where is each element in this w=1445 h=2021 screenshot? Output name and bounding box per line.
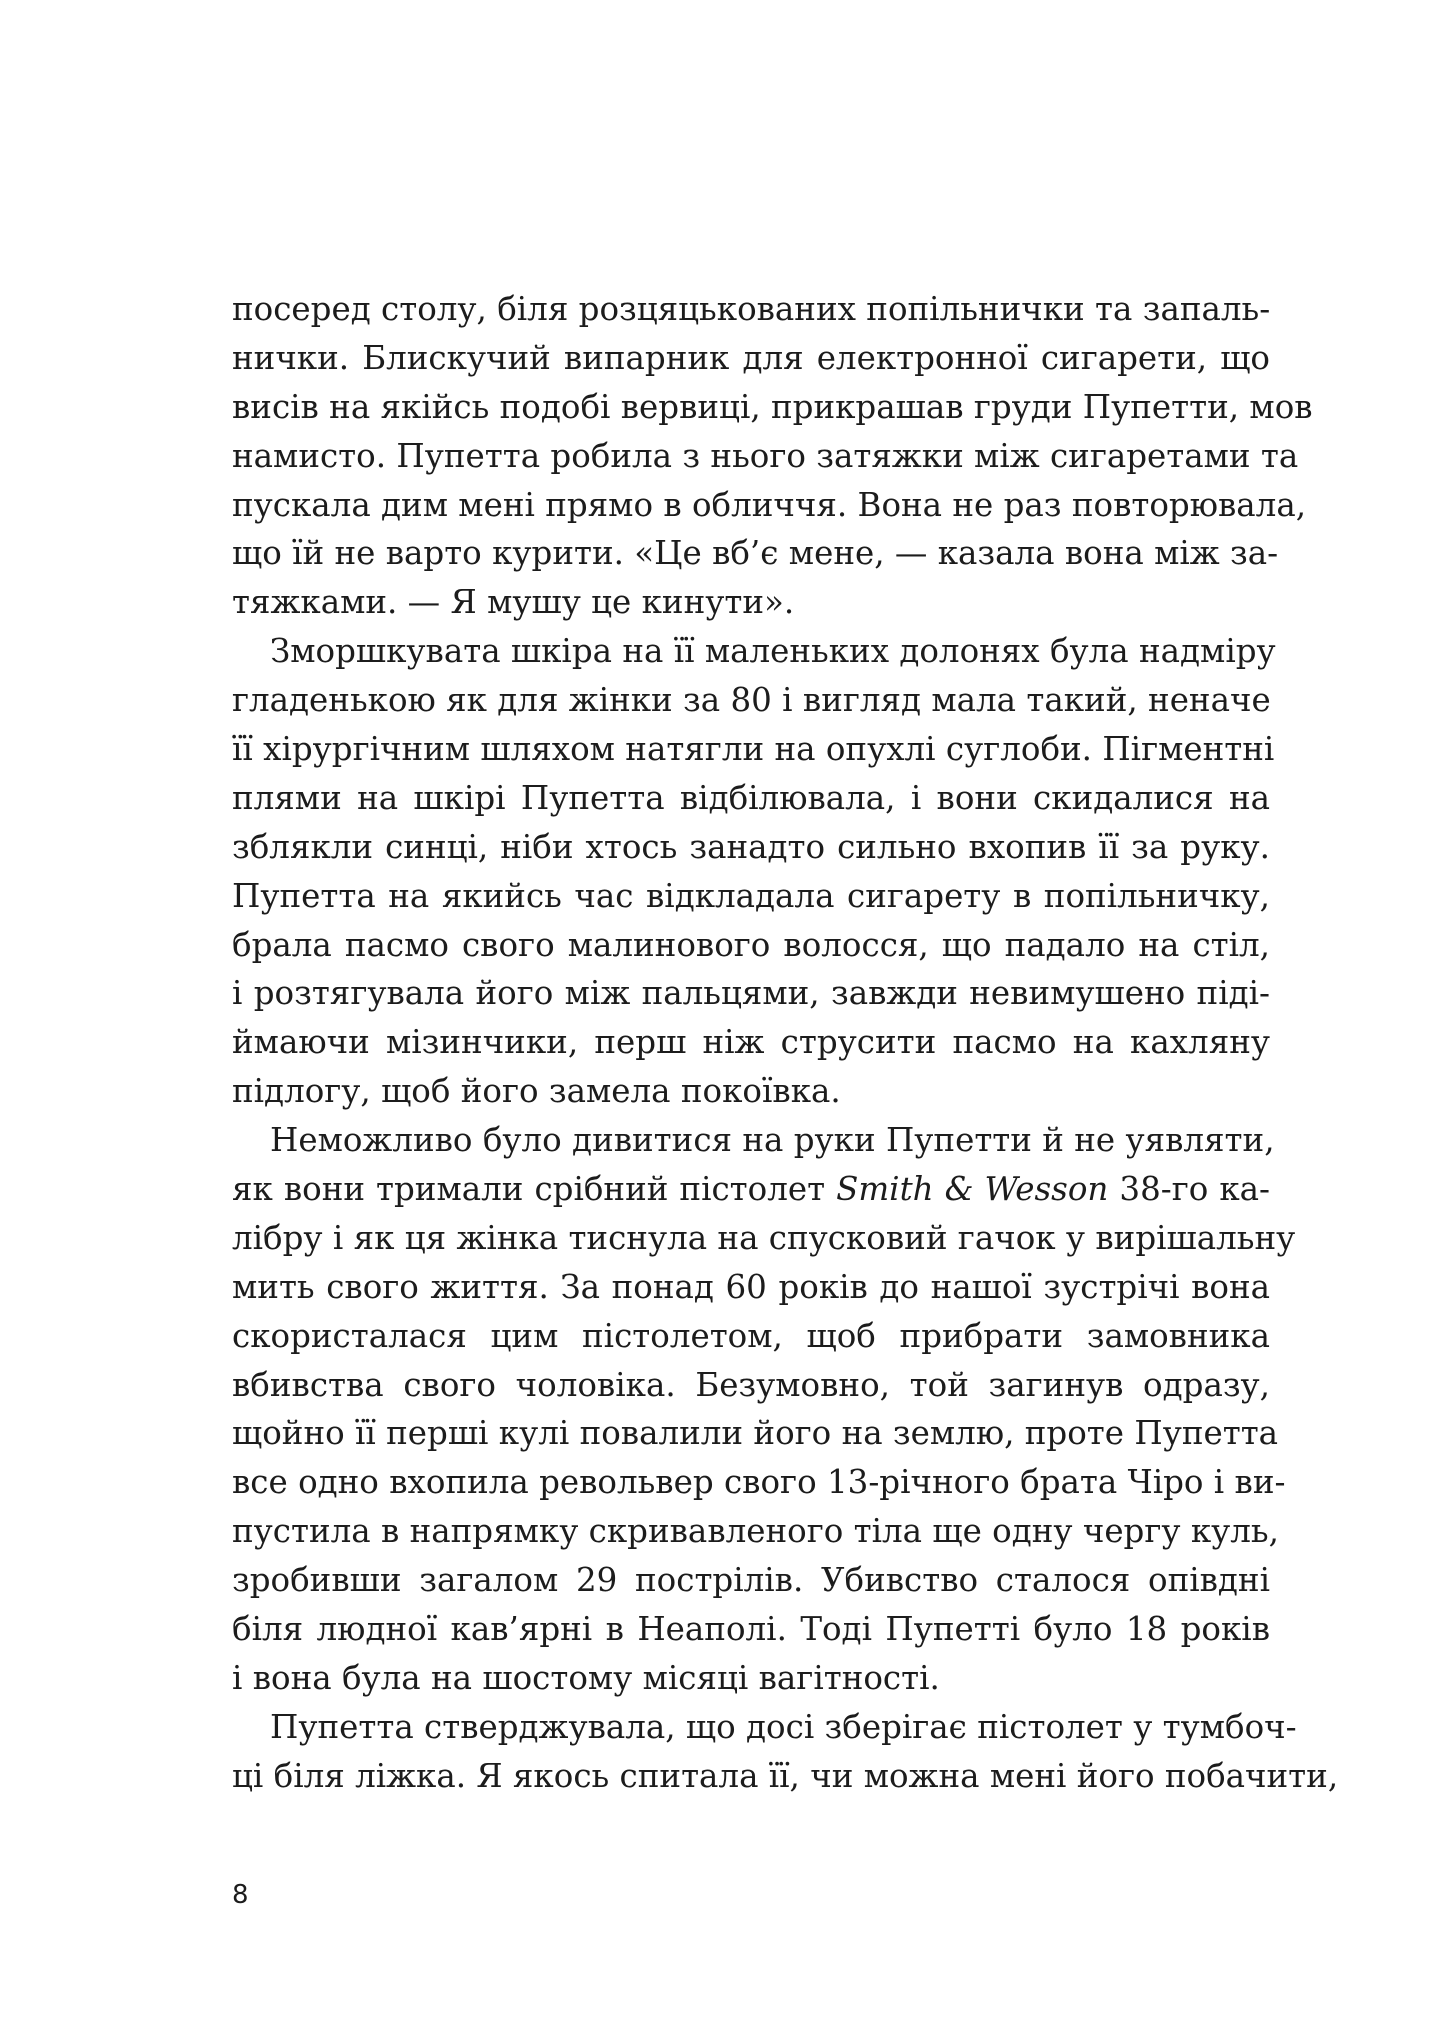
text-line: вбивства свого чоловіка. Безумовно, той загинув одразу, bbox=[232, 1365, 1270, 1404]
paragraph-3 bbox=[232, 1116, 1296, 1703]
text-line: щойно її перші кулі повалили його на землю, проте Пупетта bbox=[232, 1414, 1279, 1453]
text-line: Пупетта стверджувала, що досі зберігає пістолет у тумбоч- bbox=[270, 1707, 1297, 1746]
paragraph-2 bbox=[232, 627, 1276, 1116]
text-line: ці біля ліжка. Я якось спитала її, чи можна мені його побачити, bbox=[232, 1756, 1339, 1795]
text-line: Зморшкувата шкіра на її маленьких долонях була надміру bbox=[270, 632, 1276, 671]
paragraph-4 bbox=[232, 1703, 1339, 1801]
text-line: зробивши загалом 29 пострілів. Убивство сталося опівдні bbox=[232, 1561, 1270, 1600]
text-line: підлогу, щоб його замела покоївка. bbox=[232, 1072, 841, 1111]
text-line: і розтягувала його між пальцями, завжди невимушено піді- bbox=[232, 974, 1270, 1013]
text-line: нички. Блискучий випарник для електронної сигарети, що bbox=[232, 338, 1270, 377]
text-line: скористалася цим пістолетом, щоб прибрати замовника bbox=[232, 1316, 1270, 1355]
text-line: тяжками. — Я мушу це кинути». bbox=[232, 583, 795, 622]
text-line: плями на шкірі Пупетта відбілювала, і вони скидалися на bbox=[232, 778, 1270, 817]
text-line: мить свого життя. За понад 60 років до нашої зустрічі вона bbox=[232, 1267, 1270, 1306]
text-line: висів на якійсь подобі вервиці, прикрашав груди Пупетти, мов bbox=[232, 387, 1313, 426]
text-line: Пупетта на якийсь час відкладала сигарету в попільничку, bbox=[232, 876, 1270, 915]
text-line: біля людної кав’ярні в Неаполі. Тоді Пупетті було 18 років bbox=[232, 1610, 1270, 1649]
text-line: ймаючи мізинчики, перш ніж струсити пасмо на кахляну bbox=[232, 1023, 1270, 1062]
text-line: лібру і як ця жінка тиснула на спусковий гачок у вирішальну bbox=[232, 1218, 1296, 1257]
italic-phrase: Smith & Wesson bbox=[836, 1170, 1109, 1209]
text-line: і вона була на шостому місяці вагітності. bbox=[232, 1658, 940, 1697]
text-line: все одно вхопила револьвер свого 13-річного брата Чіро і ви- bbox=[232, 1463, 1286, 1502]
text-line-with-italic: як вони тримали срібний пістолет Smith & Wesson 38-го ка- bbox=[232, 1170, 1271, 1209]
text-line: пустила в напрямку скривавленого тіла ще одну чергу куль, bbox=[232, 1512, 1279, 1551]
text-line: брала пасмо свого малинового волосся, що падало на стіл, bbox=[232, 925, 1270, 964]
text-line: намисто. Пупетта робила з нього затяжки між сигаретами та bbox=[232, 436, 1299, 475]
text-line: гладенькою як для жінки за 80 і вигляд мала такий, неначе bbox=[232, 681, 1271, 720]
text-line: пускала дим мені прямо в обличчя. Вона не раз повторювала, bbox=[232, 485, 1307, 524]
text-line: зблякли синці, ніби хтось занадто сильно вхопив її за руку. bbox=[232, 827, 1270, 866]
text-line: що їй не варто курити. «Це вб’є мене, — казала вона між за- bbox=[232, 534, 1279, 573]
paragraph-1 bbox=[232, 285, 1313, 627]
page-number: 8 bbox=[232, 1880, 249, 1910]
text-line: її хірургічним шляхом натягли на опухлі суглоби. Пігментні bbox=[232, 730, 1275, 769]
text-line: Неможливо було дивитися на руки Пупетти й не уявляти, bbox=[270, 1121, 1275, 1160]
text-line: посеред столу, біля розцяцькованих попільнички та запаль- bbox=[232, 290, 1271, 328]
body-text bbox=[232, 285, 1339, 1801]
